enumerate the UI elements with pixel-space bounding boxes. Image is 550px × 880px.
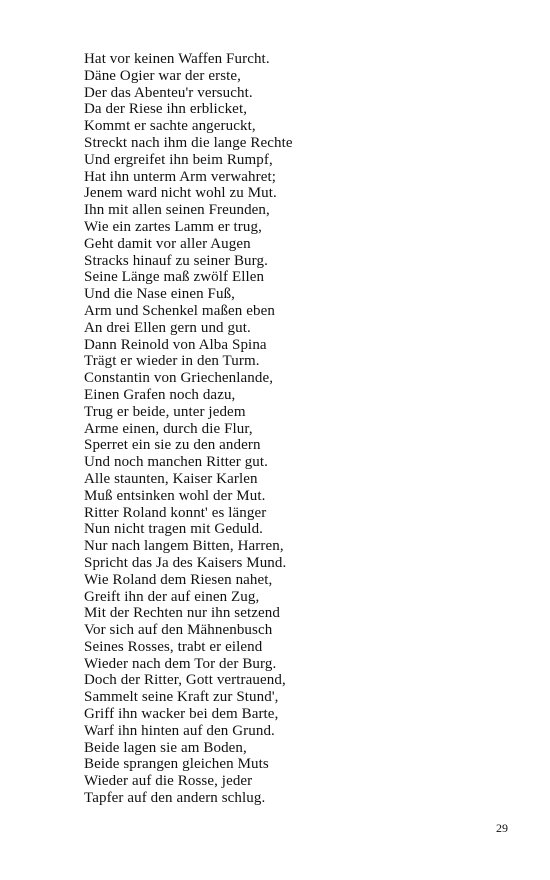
poem-line: An drei Ellen gern und gut.	[84, 319, 251, 336]
poem-line: Da der Riese ihn erblicket,	[84, 101, 248, 118]
poem-line: Und die Nase einen Fuß,	[84, 286, 236, 303]
poem-line: Hat vor keinen Waffen Furcht.	[84, 51, 270, 67]
poem-line: Beide sprangen gleichen Muts	[84, 756, 269, 773]
poem-line: Und ergreifet ihn beim Rumpf,	[84, 151, 273, 168]
poem-line: Constantin von Griechenlande,	[84, 370, 274, 387]
poem-line: Greift ihn der auf einen Zug,	[84, 588, 260, 605]
poem-line: Kommt er sachte angeruckt,	[84, 118, 256, 135]
poem-line: Arme einen, durch die Flur,	[84, 420, 253, 437]
poem-line: Streckt nach ihm die lange Rechte	[84, 134, 293, 151]
poem-line: Muß entsinken wohl der Mut.	[84, 487, 266, 504]
poem-line: Stracks hinauf zu seiner Burg.	[84, 252, 268, 269]
poem-line: Mit der Rechten nur ihn setzend	[84, 605, 280, 622]
poem-line: Jenem ward nicht wohl zu Mut.	[84, 185, 277, 202]
poem-line: Ihn mit allen seinen Freunden,	[84, 202, 270, 219]
poem-line: Nur nach langem Bitten, Harren,	[84, 538, 284, 555]
poem-line: Doch der Ritter, Gott vertrauend,	[84, 672, 286, 689]
poem-line: Wie ein zartes Lamm er trug,	[84, 218, 262, 235]
poem-line: Der das Abenteu'r versucht.	[84, 84, 253, 101]
poem-line: Tapfer auf den andern schlug.	[84, 790, 266, 807]
page-number: 29	[496, 821, 508, 835]
poem-line: Seines Rosses, trabt er eilend	[84, 638, 263, 655]
poem-line: Vor sich auf den Mähnenbusch	[84, 622, 273, 639]
poem-line: Nun nicht tragen mit Geduld.	[84, 521, 264, 538]
poem-line: Däne Ogier war der erste,	[84, 67, 242, 84]
poem-line: Hat ihn unterm Arm verwahret;	[84, 168, 277, 185]
poem-line: Und noch manchen Ritter gut.	[84, 454, 269, 471]
poem-text	[84, 51, 504, 807]
poem-line: Beide lagen sie am Boden,	[84, 739, 247, 756]
poem-line: Wieder nach dem Tor der Burg.	[84, 655, 277, 672]
poem-line: Warf ihn hinten auf den Grund.	[84, 722, 275, 739]
poem-line: Wie Roland dem Riesen nahet,	[84, 571, 273, 588]
poem-line: Geht damit vor aller Augen	[84, 235, 251, 252]
poem-line: Seine Länge maß zwölf Ellen	[84, 269, 265, 286]
poem-line: Griff ihn wacker bei dem Barte,	[84, 706, 279, 723]
poem-line: Sperret ein sie zu den andern	[84, 437, 261, 454]
poem-line: Arm und Schenkel maßen eben	[84, 302, 275, 319]
poem-line: Alle staunten, Kaiser Karlen	[84, 470, 258, 487]
poem-line: Trägt er wieder in den Turm.	[84, 353, 260, 370]
poem-line: Sammelt seine Kraft zur Stund',	[84, 689, 279, 706]
poem-line: Wieder auf die Rosse, jeder	[84, 773, 253, 790]
poem-line: Trug er beide, unter jedem	[84, 403, 246, 420]
poem-line: Ritter Roland konnt' es länger	[84, 504, 267, 521]
poem-line: Einen Grafen noch dazu,	[84, 386, 236, 403]
poem-line: Spricht das Ja des Kaisers Mund.	[84, 554, 287, 571]
poem-line: Dann Reinold von Alba Spina	[84, 336, 267, 353]
